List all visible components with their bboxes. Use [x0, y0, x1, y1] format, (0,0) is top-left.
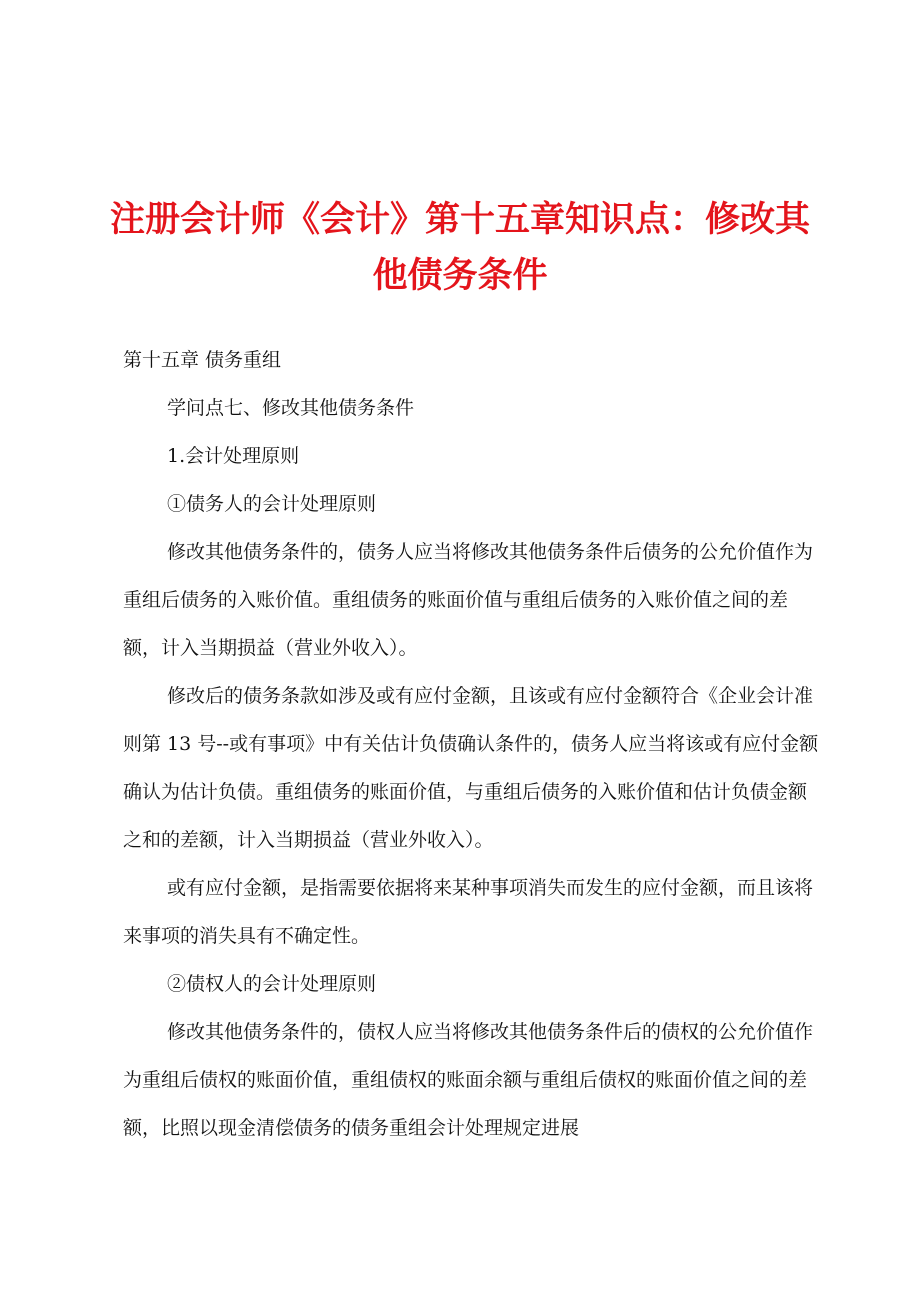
paragraph: 修改其他债务条件的，债权人应当将修改其他债务条件后的债权的公允价值作为重组后债权的账面价值，重组债权的账面余额与重组后债权的账面价值之间的差额，比照以现金清偿债务的债务重组会计处理规定进展	[123, 1021, 814, 1139]
paragraph: ②债权人的会计处理原则	[167, 973, 377, 995]
chapter-heading: 第十五章 债务重组	[123, 349, 282, 371]
paragraph: 修改其他债务条件的，债务人应当将修改其他债务条件后债务的公允价值作为重组后债务的入账价值。重组债务的账面价值与重组后债务的入账价值之间的差额，计入当期损益（营业外收入）。	[123, 541, 814, 659]
paragraph: 学问点七、修改其他债务条件	[167, 397, 415, 419]
document-title: 注册会计师《会计》第十五章知识点：修改其他债务条件	[110, 200, 811, 296]
paragraph: 1.会计处理原则	[167, 445, 300, 467]
paragraph: 或有应付金额，是指需要依据将来某种事项消失而发生的应付金额，而且该将来事项的消失具有不确定性。	[123, 877, 814, 947]
document-body	[123, 336, 823, 1152]
paragraph: ①债务人的会计处理原则	[167, 493, 377, 515]
paragraph: 修改后的债务条款如涉及或有应付金额，且该或有应付金额符合《企业会计准则第 13 号--或有事项》中有关估计负债确认条件的，债务人应当将该或有应付金额确认为估计负债。重组债务的账面价值，与重组后债务的入账价值和估计负债金额之和的差额，计入当期损益（营业外收入）。	[123, 685, 819, 851]
